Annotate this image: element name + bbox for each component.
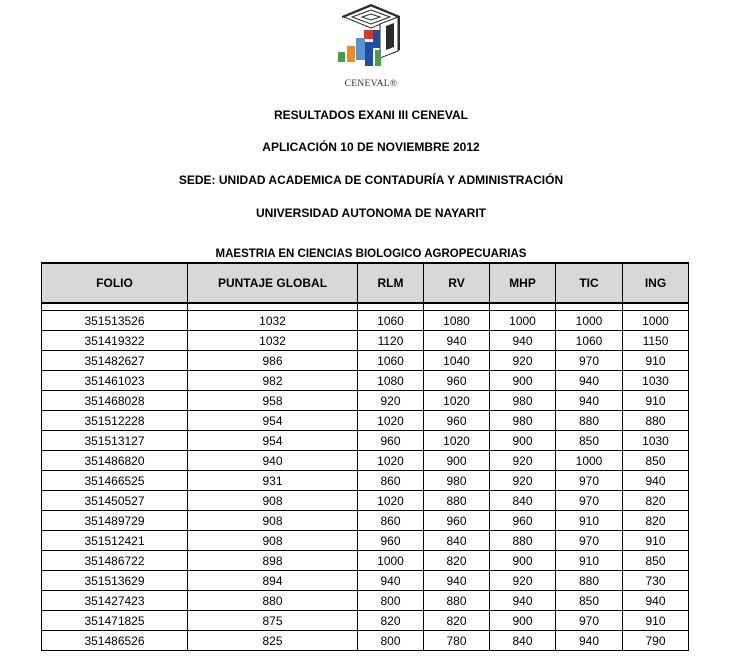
cell-ing: 820 <box>623 491 689 511</box>
cell-puntaje-global: 908 <box>188 511 358 531</box>
cell-rlm: 960 <box>358 531 424 551</box>
cell-rv: 980 <box>424 471 490 491</box>
cell-folio: 351419322 <box>42 331 188 351</box>
cell-rv: 880 <box>424 491 490 511</box>
table-row <box>42 571 689 591</box>
cell-folio: 351489729 <box>42 511 188 531</box>
cell-mhp: 920 <box>490 351 556 371</box>
column-header-ing: ING <box>623 263 689 303</box>
table-row <box>42 631 689 651</box>
cell-tic: 970 <box>556 611 623 631</box>
cell-folio: 351486820 <box>42 451 188 471</box>
cell-rlm: 820 <box>358 611 424 631</box>
cell-rv: 960 <box>424 511 490 531</box>
cell-folio: 351461023 <box>42 371 188 391</box>
cell-ing: 790 <box>623 631 689 651</box>
cell-mhp: 900 <box>490 371 556 391</box>
spacer-cell <box>490 303 556 311</box>
cell-ing: 820 <box>623 511 689 531</box>
cell-puntaje-global: 825 <box>188 631 358 651</box>
table-row <box>42 491 689 511</box>
cell-tic: 970 <box>556 471 623 491</box>
cell-ing: 940 <box>623 591 689 611</box>
cell-rlm: 920 <box>358 391 424 411</box>
cell-tic: 1060 <box>556 331 623 351</box>
column-header-rv: RV <box>424 263 490 303</box>
cell-puntaje-global: 898 <box>188 551 358 571</box>
cell-puntaje-global: 875 <box>188 611 358 631</box>
cell-rlm: 1080 <box>358 371 424 391</box>
cell-rlm: 800 <box>358 591 424 611</box>
ceneval-logo <box>334 2 408 94</box>
cell-rlm: 1020 <box>358 411 424 431</box>
column-header-tic: TIC <box>556 263 623 303</box>
cell-folio: 351427423 <box>42 591 188 611</box>
table-row <box>42 311 689 331</box>
cell-folio: 351466525 <box>42 471 188 491</box>
cell-ing: 910 <box>623 611 689 631</box>
cell-tic: 1000 <box>556 451 623 471</box>
table-row <box>42 471 689 491</box>
cell-rlm: 1060 <box>358 311 424 331</box>
cell-tic: 940 <box>556 371 623 391</box>
cell-rlm: 1060 <box>358 351 424 371</box>
cell-mhp: 900 <box>490 611 556 631</box>
cell-puntaje-global: 908 <box>188 531 358 551</box>
cell-puntaje-global: 982 <box>188 371 358 391</box>
cell-folio: 351471825 <box>42 611 188 631</box>
table-row <box>42 531 689 551</box>
cell-folio: 351468028 <box>42 391 188 411</box>
spacer-cell <box>188 303 358 311</box>
cell-mhp: 920 <box>490 471 556 491</box>
cell-rv: 1080 <box>424 311 490 331</box>
cell-mhp: 840 <box>490 491 556 511</box>
table-row <box>42 431 689 451</box>
university-name: UNIVERSIDAD AUTONOMA DE NAYARIT <box>255 206 487 220</box>
cell-tic: 970 <box>556 531 623 551</box>
cell-puntaje-global: 940 <box>188 451 358 471</box>
cell-mhp: 1000 <box>490 311 556 331</box>
cell-rv: 1040 <box>424 351 490 371</box>
spacer-cell <box>42 303 188 311</box>
cell-mhp: 880 <box>490 531 556 551</box>
cell-puntaje-global: 954 <box>188 431 358 451</box>
cell-tic: 910 <box>556 511 623 531</box>
table-row <box>42 591 689 611</box>
cell-tic: 1000 <box>556 311 623 331</box>
cell-rv: 840 <box>424 531 490 551</box>
cell-folio: 351512228 <box>42 411 188 431</box>
cell-rv: 820 <box>424 611 490 631</box>
cell-rv: 1020 <box>424 391 490 411</box>
cell-ing: 910 <box>623 391 689 411</box>
cell-tic: 940 <box>556 631 623 651</box>
cell-mhp: 900 <box>490 551 556 571</box>
cell-puntaje-global: 880 <box>188 591 358 611</box>
cell-ing: 940 <box>623 471 689 491</box>
cell-rv: 780 <box>424 631 490 651</box>
cell-mhp: 980 <box>490 411 556 431</box>
cell-tic: 970 <box>556 491 623 511</box>
cell-mhp: 920 <box>490 451 556 471</box>
column-header-puntaje-global: PUNTAJE GLOBAL <box>188 263 358 303</box>
cell-ing: 1030 <box>623 431 689 451</box>
cell-folio: 351482627 <box>42 351 188 371</box>
results-title: RESULTADOS EXANI III CENEVAL <box>273 108 468 122</box>
cell-rv: 880 <box>424 591 490 611</box>
cell-puntaje-global: 1032 <box>188 331 358 351</box>
cell-tic: 850 <box>556 591 623 611</box>
cell-ing: 910 <box>623 531 689 551</box>
column-header-folio: FOLIO <box>42 263 188 303</box>
cell-rlm: 1120 <box>358 331 424 351</box>
cell-rlm: 1000 <box>358 551 424 571</box>
cell-mhp: 960 <box>490 511 556 531</box>
cell-folio: 351450527 <box>42 491 188 511</box>
spacer-cell <box>424 303 490 311</box>
program-name: MAESTRIA EN CIENCIAS BIOLOGICO AGROPECUARIAS <box>215 248 527 260</box>
cell-tic: 850 <box>556 431 623 451</box>
cell-puntaje-global: 954 <box>188 411 358 431</box>
cell-puntaje-global: 1032 <box>188 311 358 331</box>
cell-tic: 970 <box>556 351 623 371</box>
cell-tic: 940 <box>556 391 623 411</box>
cell-puntaje-global: 986 <box>188 351 358 371</box>
cell-folio: 351513526 <box>42 311 188 331</box>
ceneval-logo-icon <box>334 2 408 80</box>
table-row <box>42 331 689 351</box>
cell-ing: 730 <box>623 571 689 591</box>
spacer-cell <box>358 303 424 311</box>
cell-rv: 900 <box>424 451 490 471</box>
cell-folio: 351513629 <box>42 571 188 591</box>
column-header-mhp: MHP <box>490 263 556 303</box>
cell-mhp: 900 <box>490 431 556 451</box>
ceneval-wordmark: CENEVAL® <box>344 79 398 89</box>
table-row <box>42 411 689 431</box>
cell-tic: 910 <box>556 551 623 571</box>
results-table <box>41 262 689 651</box>
cell-ing: 1030 <box>623 371 689 391</box>
cell-rlm: 1020 <box>358 451 424 471</box>
cell-tic: 880 <box>556 411 623 431</box>
cell-rv: 820 <box>424 551 490 571</box>
cell-rlm: 800 <box>358 631 424 651</box>
spacer-cell <box>556 303 623 311</box>
cell-folio: 351486722 <box>42 551 188 571</box>
cell-ing: 910 <box>623 351 689 371</box>
table-row <box>42 551 689 571</box>
cell-mhp: 840 <box>490 631 556 651</box>
cell-rv: 1020 <box>424 431 490 451</box>
table-row <box>42 351 689 371</box>
cell-rv: 960 <box>424 411 490 431</box>
cell-puntaje-global: 931 <box>188 471 358 491</box>
cell-rlm: 940 <box>358 571 424 591</box>
cell-puntaje-global: 958 <box>188 391 358 411</box>
cell-ing: 1000 <box>623 311 689 331</box>
table-body <box>42 303 689 651</box>
cell-rv: 940 <box>424 331 490 351</box>
cell-rlm: 860 <box>358 511 424 531</box>
cell-mhp: 920 <box>490 571 556 591</box>
table-header-row <box>42 263 689 303</box>
venue: SEDE: UNIDAD ACADEMICA DE CONTADURÍA Y ADMINISTRACIÓN <box>178 173 564 187</box>
cell-rlm: 1020 <box>358 491 424 511</box>
cell-rv: 960 <box>424 371 490 391</box>
cell-tic: 880 <box>556 571 623 591</box>
cell-folio: 351486526 <box>42 631 188 651</box>
table-row <box>42 451 689 471</box>
cell-folio: 351513127 <box>42 431 188 451</box>
table-row <box>42 611 689 631</box>
application-date: APLICACIÓN 10 DE NOVIEMBRE 2012 <box>262 140 480 154</box>
cell-rlm: 860 <box>358 471 424 491</box>
cell-rv: 940 <box>424 571 490 591</box>
cell-ing: 850 <box>623 451 689 471</box>
cell-puntaje-global: 908 <box>188 491 358 511</box>
table-row <box>42 371 689 391</box>
cell-mhp: 980 <box>490 391 556 411</box>
spacer-cell <box>623 303 689 311</box>
cell-rlm: 960 <box>358 431 424 451</box>
cell-mhp: 940 <box>490 591 556 611</box>
column-header-rlm: RLM <box>358 263 424 303</box>
cell-ing: 850 <box>623 551 689 571</box>
cell-mhp: 940 <box>490 331 556 351</box>
table-spacer-row <box>42 303 689 311</box>
table-row <box>42 391 689 411</box>
table-row <box>42 511 689 531</box>
cell-ing: 1150 <box>623 331 689 351</box>
cell-folio: 351512421 <box>42 531 188 551</box>
cell-ing: 880 <box>623 411 689 431</box>
cell-puntaje-global: 894 <box>188 571 358 591</box>
